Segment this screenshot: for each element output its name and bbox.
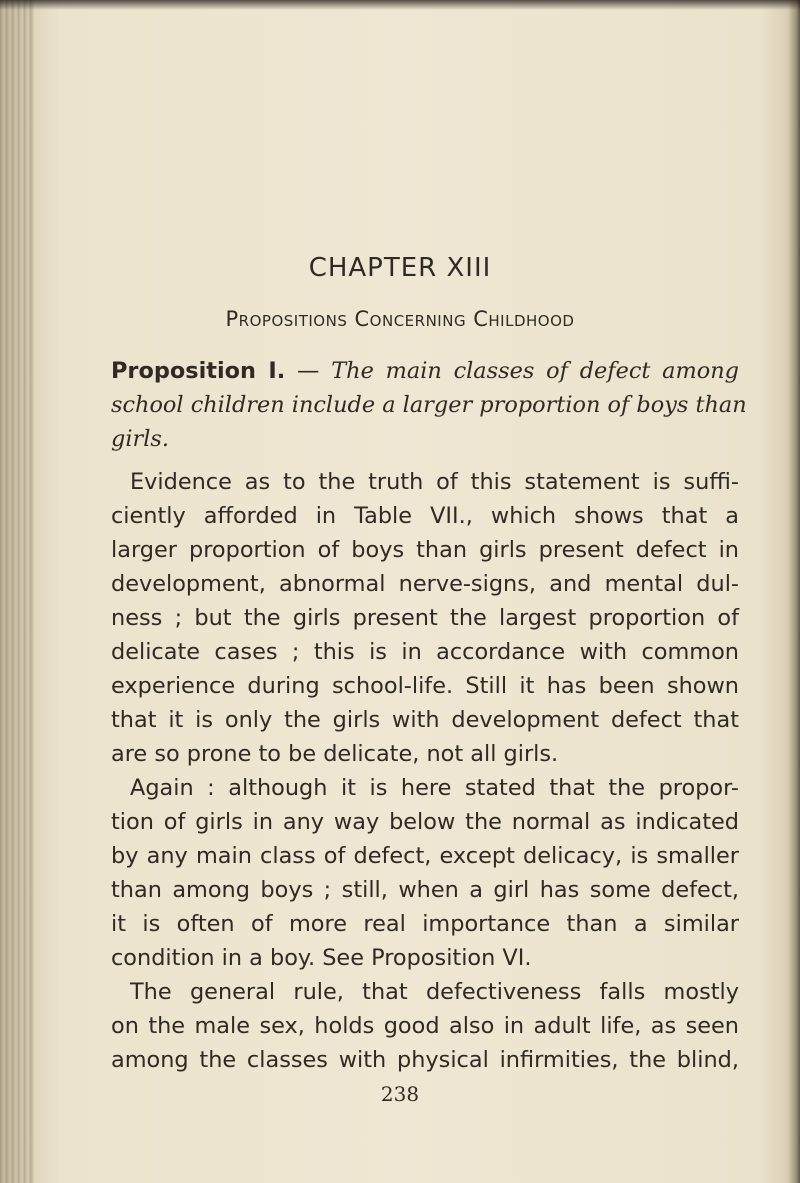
body-line: Evidence as to the truth of this statement is suffi- [130, 469, 739, 495]
body-line: that it is only the girls with development defect that [111, 707, 739, 733]
body-line: ciently afforded in Table VII., which shows that a [111, 503, 739, 529]
body-line: The general rule, that defectiveness falls mostly [130, 979, 739, 1005]
body-line: among the classes with physical infirmities, the blind, [111, 1047, 739, 1073]
body-line: larger proportion of boys than girls present defect in [111, 537, 739, 563]
body-line: delicate cases ; this is in accordance with common [111, 639, 739, 665]
body-line: than among boys ; still, when a girl has some defect, [111, 877, 739, 903]
body-line: are so prone to be delicate, not all girls. [111, 741, 559, 767]
chapter-title: CHAPTER XIII [308, 253, 492, 283]
body-line: experience during school-life. Still it has been shown [111, 673, 739, 699]
body-line: by any main class of defect, except delicacy, is smaller [111, 843, 739, 869]
body-line: ness ; but the girls present the largest proportion of [111, 605, 739, 631]
proposition-statement-1: The main classes of defect among [331, 358, 739, 384]
body-line: it is often of more real importance than a similar [111, 911, 739, 937]
proposition-statement-2: school children include a larger proportion of boys than [111, 392, 747, 418]
body-line: tion of girls in any way below the normal as indicated [111, 809, 739, 835]
proposition-statement-3: girls. [111, 426, 169, 452]
body-line: on the male sex, holds good also in adult life, as seen [111, 1013, 739, 1039]
page-number: 238 [380, 1082, 420, 1106]
body-line: Again : although it is here stated that the propor- [130, 775, 739, 801]
proposition-label: Proposition I. [111, 358, 286, 384]
proposition-dash: — [285, 358, 332, 384]
proposition-line-1 [111, 354, 739, 388]
body-line: condition in a boy. See Proposition VI. [111, 945, 532, 971]
section-heading: Propositions Concerning Childhood [225, 307, 575, 331]
body-line: development, abnormal nerve-signs, and mental dul- [111, 571, 739, 597]
